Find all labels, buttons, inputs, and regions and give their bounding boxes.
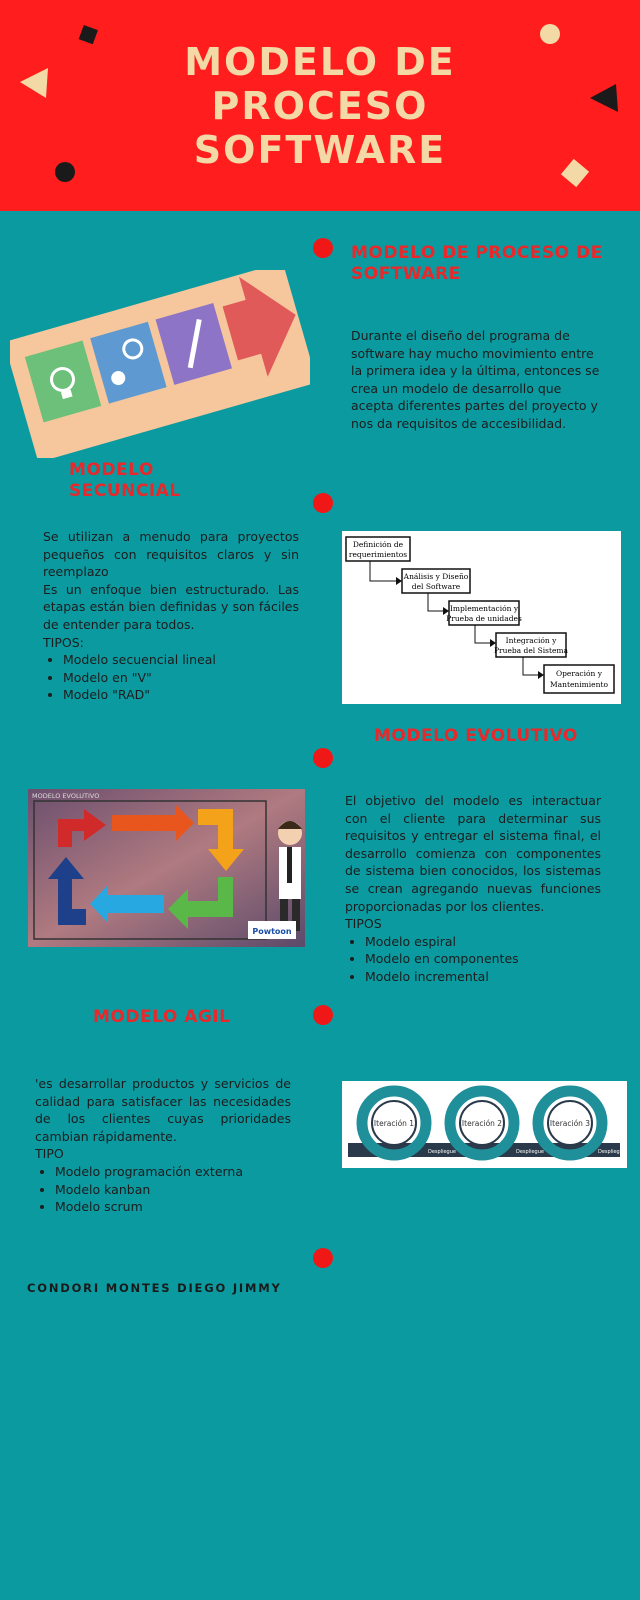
evolutivo-paragraph: El objetivo del modelo es interactuar con el cliente para determinar sus requisitos y entregar el sistema final, el desarrollo comienza con componentes de sistema bien conocidos, los sistemas se crean agregando nuevas funciones proporcionadas por los clientes. (345, 793, 601, 914)
svg-text:requerimientos: requerimientos (348, 550, 408, 559)
secuencial-types-list (43, 651, 299, 704)
section-title-proceso: MODELO DE PROCESO DE SOFTWARE (351, 243, 603, 284)
waterfall-step (544, 665, 614, 693)
list-item: • Modelo kanban (55, 1181, 291, 1199)
triangle-decoration-icon (18, 66, 50, 100)
svg-text:Operación y: Operación y (555, 669, 603, 678)
agil-paragraph: 'es desarrollar productos y servicios de calidad para satisfacer las necesidades de los clientes cuyas prioridades cambian rápidamente. (35, 1076, 291, 1144)
list-item: • Modelo en "V" (63, 669, 299, 687)
svg-text:Iteración 3: Iteración 3 (549, 1119, 591, 1128)
list-item: • Modelo "RAD" (63, 686, 299, 704)
svg-text:Despliegue: Despliegue (428, 1149, 456, 1155)
timeline-dot (313, 1248, 333, 1268)
iteration-ring (362, 1091, 426, 1155)
svg-text:Análisis y Diseño: Análisis y Diseño (403, 572, 469, 581)
waterfall-step (346, 537, 410, 561)
list-item: • Modelo incremental (365, 968, 601, 986)
agile-iterations-diagram (342, 1081, 627, 1168)
circle-decoration-icon (538, 22, 562, 46)
list-item: • Modelo programación externa (55, 1163, 291, 1181)
svg-text:Implementación y: Implementación y (449, 604, 519, 613)
svg-text:Iteración 2: Iteración 2 (461, 1119, 503, 1128)
header-banner (0, 0, 640, 211)
section-title-secuencial: MODELO SECUNCIAL (69, 460, 181, 501)
svg-text:Integración y: Integración y (505, 636, 557, 645)
waterfall-step (446, 601, 522, 625)
timeline-dot (313, 748, 333, 768)
section-body-evolutivo (345, 792, 601, 986)
svg-text:del Software: del Software (411, 582, 461, 591)
evolutive-illustration (28, 789, 305, 947)
secuencial-paragraph-2: Es un enfoque bien estructurado. Las etapas están bien definidas y son fáciles de entender para todos. (43, 581, 299, 632)
agil-types-label: TIPO (35, 1146, 64, 1162)
svg-text:Powtoon: Powtoon (252, 927, 292, 936)
diamond-decoration-icon (558, 156, 592, 190)
waterfall-diagram (342, 531, 621, 704)
list-item: • Modelo scrum (55, 1198, 291, 1216)
title-line-3: SOFTWARE (193, 128, 447, 172)
title-line-2: PROCESO (211, 84, 429, 128)
section-title-evolutivo: MODELO EVOLUTIVO (374, 726, 578, 746)
page-title (120, 40, 520, 172)
timeline-dot (313, 1005, 333, 1025)
list-item: • Modelo espiral (365, 933, 601, 951)
waterfall-step (402, 569, 470, 593)
iteration-ring (538, 1091, 602, 1155)
list-item: • Modelo en componentes (365, 950, 601, 968)
evolutive-caption: MODELO EVOLUTIVO (32, 792, 100, 800)
secuencial-types-label: TIPOS: (43, 634, 84, 650)
process-illustration (10, 270, 310, 458)
agil-types-list (35, 1163, 291, 1216)
svg-text:Prueba del Sistema: Prueba del Sistema (493, 646, 569, 655)
secuencial-paragraph-1: Se utilizan a menudo para proyectos pequeños con requisitos claros y sin reemplazo (43, 529, 299, 580)
waterfall-step (494, 633, 569, 657)
section-body-agil (35, 1075, 291, 1216)
title-line-1: MODELO DE (184, 40, 456, 84)
svg-text:Despliegue: Despliegue (598, 1149, 626, 1155)
svg-text:Prueba de unidades: Prueba de unidades (446, 614, 522, 623)
svg-text:Mantenimiento: Mantenimiento (550, 680, 608, 689)
timeline-dot (313, 493, 333, 513)
author-name: CONDORI MONTES DIEGO JIMMY (27, 1281, 282, 1295)
list-item: • Modelo secuencial lineal (63, 651, 299, 669)
svg-text:Iteración 1: Iteración 1 (373, 1119, 415, 1128)
svg-text:Definición de: Definición de (352, 540, 404, 549)
square-decoration-icon (78, 24, 102, 48)
evolutivo-types-list (345, 933, 601, 986)
section-body-proceso: Durante el diseño del programa de software hay mucho movimiento entre la primera idea y la última, entonces se crea un modelo de desarrollo que acepta diferentes partes del proyecto y nos da requisitos de accesibilidad. (351, 328, 600, 431)
section-body-secuencial (43, 528, 299, 704)
triangle-decoration-icon (588, 82, 620, 114)
evolutivo-types-label: TIPOS (345, 916, 382, 932)
circle-decoration-icon (43, 160, 77, 194)
section-title-agil: MODELO AGIL (93, 1007, 231, 1027)
iteration-ring (450, 1091, 514, 1155)
timeline-dot (313, 238, 333, 258)
svg-text:Despliegue: Despliegue (516, 1149, 544, 1155)
